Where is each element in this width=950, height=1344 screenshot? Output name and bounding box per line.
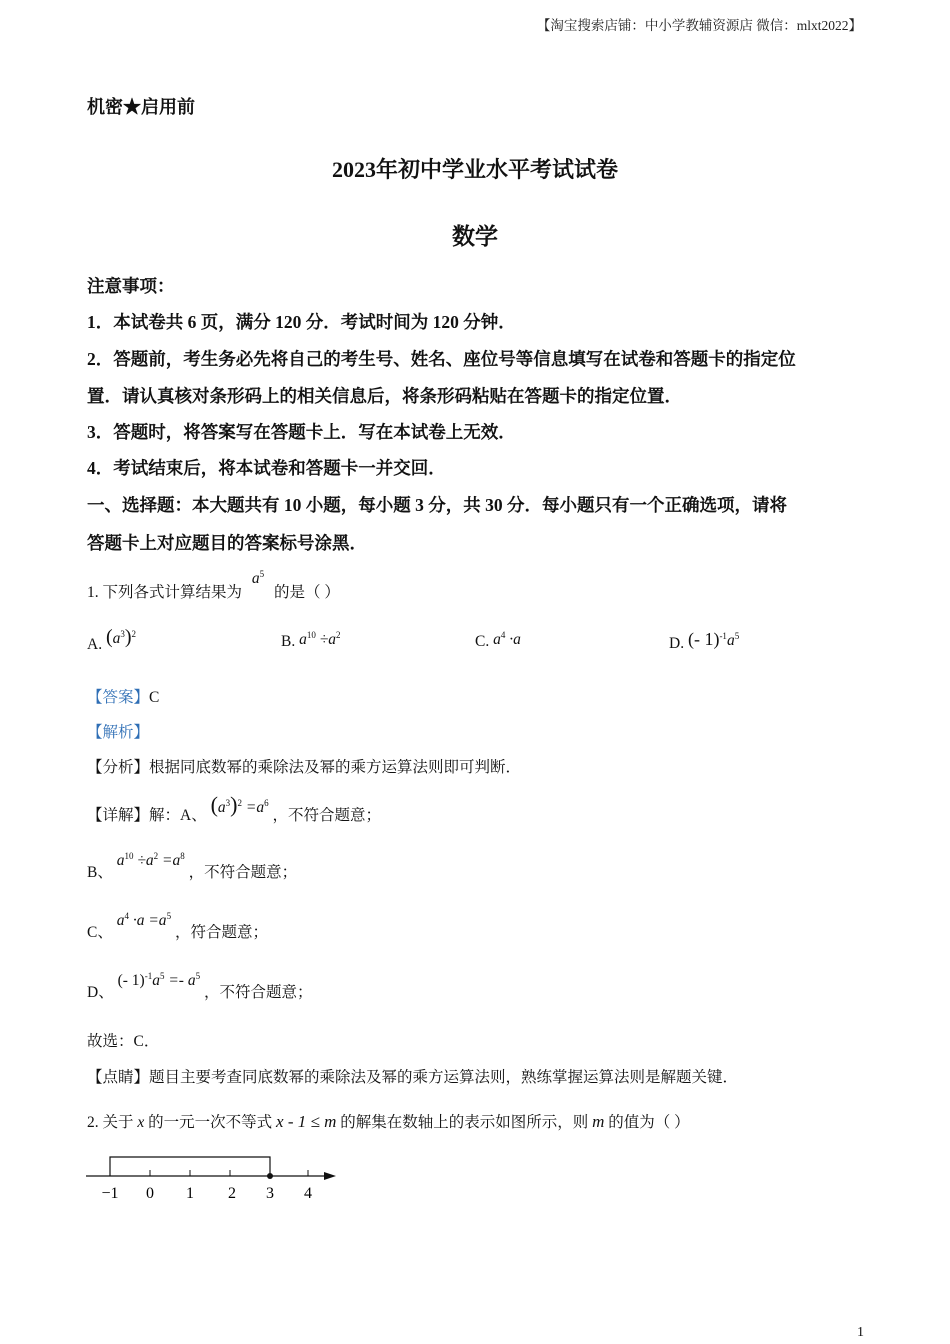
q2-stem: 2. 关于 x 的一元一次不等式 x - 1 ≤ m 的解集在数轴上的表示如图所示，则 m 的值为（ ）	[87, 1112, 690, 1131]
q1-fenxi: 【分析】根据同底数幂的乘除法及幂的乘方运算法则即可判断．	[87, 759, 522, 776]
number-line-figure	[80, 1148, 350, 1206]
page-number: 1	[857, 1325, 864, 1340]
note-item: 4．考试结束后，将本试卷和答题卡一并交回．	[87, 458, 446, 478]
q1-analysis-tag: 【解析】	[87, 724, 150, 741]
q1-option-a: A. $(a^3)^2$	[87, 626, 137, 653]
tick-label: 1	[186, 1185, 194, 1202]
note-item: 3．答题时，将答案写在答题卡上．写在本试卷上无效．	[87, 422, 516, 442]
q1-option-b: B. $a^{10} \div a^2$	[281, 630, 341, 651]
tick-label: 2	[228, 1185, 236, 1202]
q1-option-c: C. $a^4 \cdot a$	[475, 630, 521, 651]
q1-detail-a: 【详解】解：A、 $(a^3)^2 =a^6$ ，不符合题意；	[87, 792, 381, 824]
q1-detail-c: C、 $a^4 \cdot a =a^5$ ，符合题意；	[87, 910, 268, 941]
note-item: 2．答题前，考生务必先将自己的考生号、姓名、座位号等信息填写在试卷和答题卡的指定位	[87, 349, 796, 369]
notes-heading: 注意事项：	[87, 276, 175, 296]
tick-label: −1	[101, 1185, 119, 1202]
q1-detail-d: D、 (- $1)^{-1}a^5 =- a^5$ ，不符合题意；	[87, 970, 313, 1001]
section-heading: 一、选择题：本大题共有 10 小题，每小题 3 分，共 30 分．每小题只有一个正确选项，请将	[87, 495, 787, 515]
note-item: 置．请认真核对条形码上的相关信息后，将条形码粘贴在答题卡的指定位置．	[87, 386, 682, 406]
q1-answer: 【答案】C	[87, 689, 160, 706]
tick-label: 0	[146, 1185, 154, 1202]
tick-label: 3	[266, 1185, 274, 1202]
note-item: 1．本试卷共 6 页，满分 120 分．考试时间为 120 分钟．	[87, 312, 516, 332]
secret-mark: 机密★启用前	[87, 97, 195, 117]
solid-point-marker	[267, 1173, 273, 1179]
q1-option-d: D. (- $1)^{-1}a^5$	[669, 629, 740, 652]
section-heading-cont: 答题卡上对应题目的答案标号涂黑．	[87, 533, 367, 553]
q1-conclusion: 故选：C．	[87, 1033, 160, 1050]
subject-title: 数学	[452, 224, 498, 249]
arrow-head-icon	[324, 1172, 336, 1180]
exam-title: 2023年初中学业水平考试试卷	[331, 157, 618, 182]
tick-label: 4	[304, 1185, 312, 1202]
q1-comment: 【点睛】题目主要考查同底数幂的乘除法及幂的乘方运算法则，熟练掌握运算法则是解题关键．	[87, 1069, 739, 1086]
q1-stem: 1. 下列各式计算结果为 $a^5$ 的是（ ）	[87, 568, 340, 601]
q1-detail-b: B、 $a^{10} \div a^2 =a^8$ ，不符合题意；	[87, 850, 298, 881]
header-note: 【淘宝搜索店铺：中小学教辅资源店 微信：mlxt2022】	[536, 18, 862, 33]
